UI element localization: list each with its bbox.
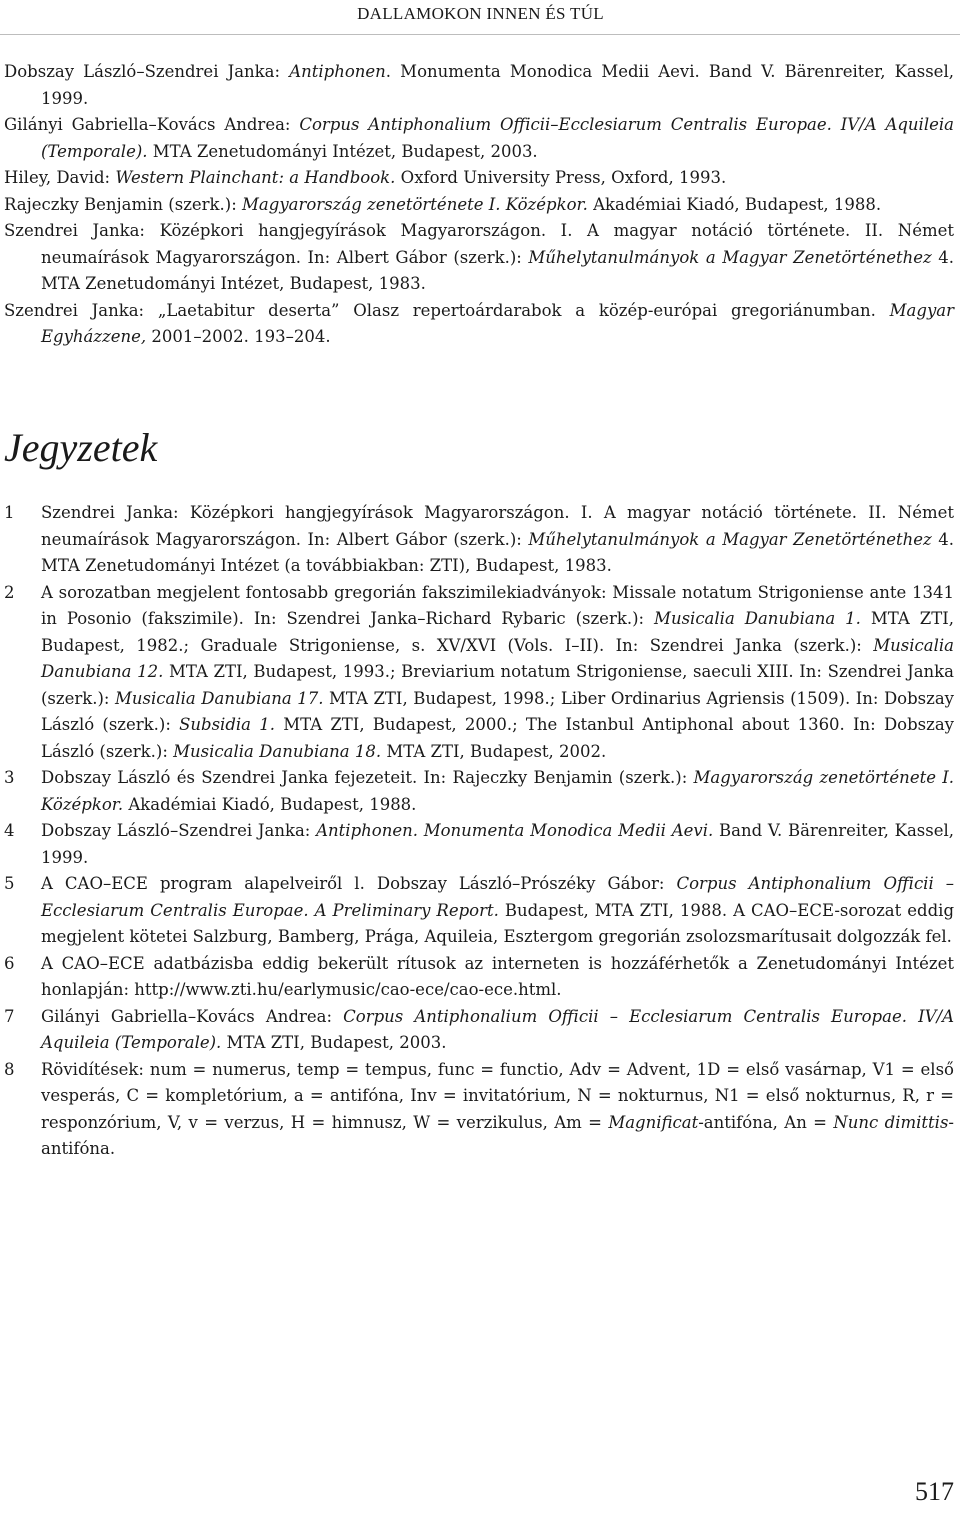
note-number: 8	[4, 1059, 15, 1079]
note-text	[41, 954, 954, 1000]
bib-entry	[4, 112, 954, 165]
bib-entry	[4, 218, 954, 298]
text-run: A CAO–ECE adatbázisba eddig bekerült rítusok az interneten is hozzáférhetők a Zenetudományi Intézet honlapján: http://www.zti.hu/earlymusic/cao-ece/cao-ece.html.	[41, 953, 954, 999]
note-text	[41, 821, 954, 867]
text-run: Gilányi Gabriella–Kovács Andrea:	[41, 1006, 344, 1026]
note-item	[4, 1057, 954, 1163]
italic-run: Magnificat	[608, 1112, 699, 1132]
text-run: Dobszay László és Szendrei Janka fejezeteit. In: Rajeczky Benjamin (szerk.):	[41, 768, 694, 787]
text-run: Akadémiai Kiadó, Budapest, 1988.	[123, 794, 417, 814]
text-run: Gilányi Gabriella–Kovács Andrea:	[4, 115, 300, 134]
note-item	[4, 871, 954, 951]
header-rule	[0, 34, 960, 35]
note-item	[4, 580, 954, 766]
note-item	[4, 500, 954, 580]
italic-run: Western Plainchant: a Handbook.	[115, 168, 396, 187]
bibliography	[4, 59, 954, 351]
italic-run: Musicalia Danubiana 17.	[115, 688, 324, 708]
page-number: 517	[915, 1477, 954, 1506]
italic-run: Műhelytanulmányok a Magyar Zenetörténethez	[528, 529, 932, 549]
bib-entry	[4, 192, 954, 219]
running-head: DALLAMOKON INNEN ÉS TÚL	[357, 4, 604, 23]
italic-run: Subsidia 1.	[179, 715, 275, 734]
text-run: MTA ZTI, Budapest, 1993.; Breviarium notatum Strigoniense, saeculi XIII. In: Szendrei Janka (szerk.):	[41, 662, 954, 708]
text-run: 2001–2002. 193–204.	[146, 327, 331, 346]
note-text	[41, 874, 954, 946]
text-run: 4. MTA Zenetudományi Intézet, Budapest, 1983.	[41, 247, 954, 293]
text-run: MTA ZTI, Budapest, 2000.; The Istanbul Antiphonal about 1360. In: Dobszay László (szerk.):	[41, 715, 954, 761]
text-run: -antifóna, An =	[698, 1112, 834, 1132]
note-number: 2	[4, 582, 15, 602]
text-run: A sorozatban megjelent fontosabb gregorián fakszimilekiadványok: Missale notatum Strigoniense ante 1341 in Posonio (fakszimile). In: Szendrei Janka–Richard Rybaric (szerk.):	[41, 582, 954, 628]
note-item	[4, 1004, 954, 1057]
italic-run: Antiphonen	[289, 62, 386, 81]
text-run: Dobszay László–Szendrei Janka:	[4, 62, 290, 81]
section-heading: Jegyzetek	[4, 425, 158, 470]
italic-run: Magyarország zenetörténete I. Középkor.	[41, 768, 954, 814]
note-text	[41, 768, 954, 814]
note-number: 5	[4, 874, 15, 893]
text-run: Band V. Bärenreiter, Kassel, 1999.	[41, 821, 954, 867]
note-text	[41, 1060, 954, 1159]
italic-run: Corpus Antiphonalium Officii –Ecclesiarum Centralis Europae. A Preliminary Report.	[41, 874, 954, 920]
bib-entry	[4, 165, 954, 192]
text-run: Akadémiai Kiadó, Budapest, 1988.	[587, 194, 882, 214]
text-run: Rajeczky Benjamin (szerk.):	[4, 194, 243, 214]
text-run: MTA ZTI, Budapest, 2003.	[221, 1033, 447, 1052]
text-run: Dobszay László–Szendrei Janka:	[41, 821, 317, 840]
italic-run: Antiphonen. Monumenta Monodica Medii Aevi.	[316, 821, 714, 840]
text-run: MTA ZTI, Budapest, 1998.; Liber Ordinarius Agriensis (1509). In: Dobszay László (szerk.):	[41, 688, 954, 734]
text-run: Szendrei Janka: „Laetabitur deserta” Olasz repertoárdarabok a közép-európai gregoriánumban.	[4, 300, 890, 320]
italic-run: Corpus Antiphonalium Officii – Ecclesiarum Centralis Europae. IV/A Aquileia (Temporale).	[41, 1006, 954, 1052]
note-item	[4, 765, 954, 818]
note-item	[4, 951, 954, 1004]
italic-run: Musicalia Danubiana 1.	[654, 609, 861, 628]
text-run: Szendrei Janka: Középkori hangjegyírások Magyarországon. I. A magyar notáció története. II. Német neumaírások Magyarországon. In: Albert Gábor (szerk.):	[41, 503, 954, 549]
notes-list	[4, 500, 954, 1163]
note-number: 7	[4, 1006, 15, 1026]
note-text	[41, 1007, 954, 1053]
text-run: . Monumenta Monodica Medii Aevi. Band V. Bärenreiter, Kassel, 1999.	[41, 62, 954, 108]
italic-run: Musicalia Danubiana 12.	[41, 635, 954, 681]
text-run: Oxford University Press, Oxford, 1993.	[395, 168, 727, 187]
text-run: MTA ZTI, Budapest, 2002.	[381, 741, 607, 761]
text-run: MTA Zenetudományi Intézet, Budapest, 2003.	[147, 141, 538, 161]
text-run: Budapest, MTA ZTI, 1988. A CAO–ECE-sorozat eddig megjelent kötetei Salzburg, Bamberg, Prága, Aquileia, Esztergom gregorián zsolozsmarítusait dolgozzák fel.	[41, 900, 955, 946]
italic-run: Nunc dimittis	[833, 1112, 949, 1132]
italic-run: Musicalia Danubiana 18.	[173, 741, 382, 761]
note-number: 1	[4, 503, 15, 522]
text-run: -antifóna.	[41, 1112, 954, 1158]
note-item	[4, 818, 954, 871]
text-run: Hiley, David:	[4, 168, 116, 187]
note-number: 4	[4, 821, 15, 840]
note-number: 3	[4, 768, 15, 787]
text-run: MTA ZTI, Budapest, 1982.; Graduale Strigoniense, s. XV/XVI (Vols. I–II). In: Szendrei Janka (szerk.):	[41, 609, 954, 655]
text-run: 4. MTA Zenetudományi Intézet (a továbbiakban: ZTI), Budapest, 1983.	[41, 529, 954, 575]
text-run: Szendrei Janka: Középkori hangjegyírások Magyarországon. I. A magyar notáció története. II. Német neumaírások Magyarországon. In: Albert Gábor (szerk.):	[4, 221, 954, 267]
note-text	[41, 503, 954, 575]
italic-run: Magyarország zenetörténete I. Középkor.	[242, 194, 588, 214]
bib-entry	[4, 59, 954, 112]
note-number: 6	[4, 953, 15, 973]
italic-run: Műhelytanulmányok a Magyar Zenetörténethez	[528, 247, 932, 267]
italic-run: Magyar Egyházzene,	[41, 300, 954, 346]
note-text	[41, 583, 954, 761]
text-run: Rövidítések: num = numerus, temp = tempus, func = functio, Adv = Advent, 1D = első vasárnap, V1 = első vesperás, C = kompletórium, a = antifóna, Inv = invitatórium, N = nokturnus, N1 = első nokturnus, R, r = responzórium, V, v = verzus, H = himnusz, W = verzikulus, Am =	[41, 1059, 954, 1132]
bib-entry	[4, 298, 954, 351]
text-run: A CAO–ECE program alapelveiről l. Dobszay László–Prószéky Gábor:	[41, 874, 677, 893]
italic-run: Corpus Antiphonalium Officii–Ecclesiarum Centralis Europae. IV/A Aquileia (Temporale).	[41, 115, 954, 161]
